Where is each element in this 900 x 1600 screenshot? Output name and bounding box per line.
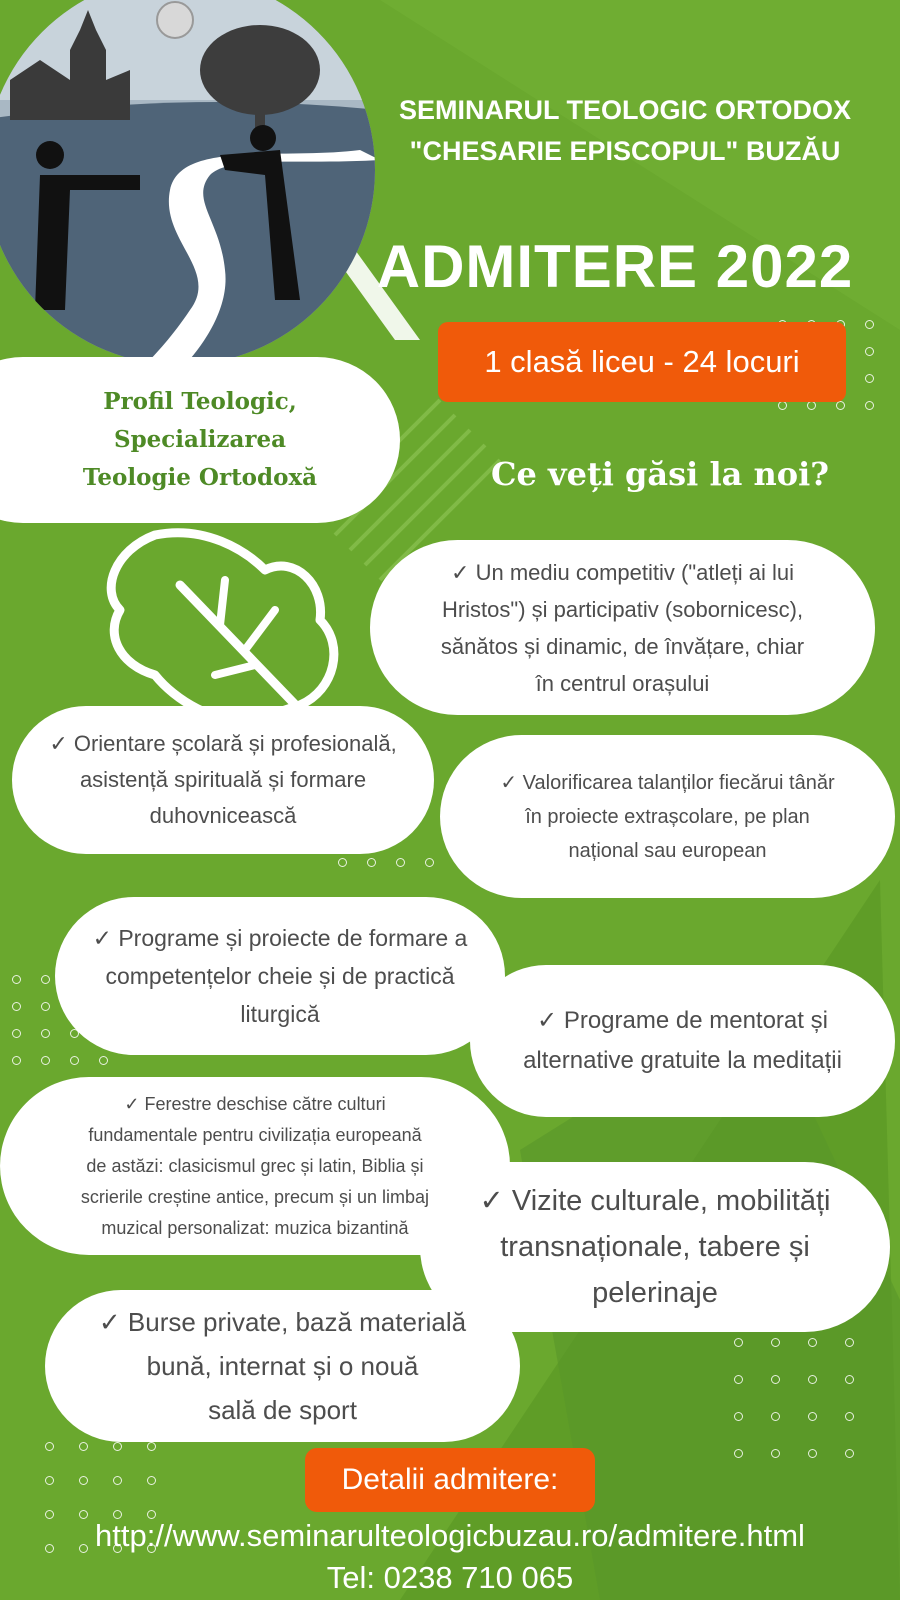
profile-line3: Teologie Ortodoxă [82, 464, 318, 491]
section-question: Ce veți găsi la noi? [491, 455, 829, 493]
benefit-line: ✓ Un mediu competitiv ("atleți ai lui [451, 559, 794, 585]
benefit-line: bună, internat și o nouă [146, 1351, 419, 1381]
benefit-talents [440, 735, 895, 898]
benefit-line: scrierile creștine antice, precum și un limbaj [80, 1186, 430, 1207]
benefit-line: Hristos") și participativ (sobornicesc), [441, 596, 804, 622]
admission-title: ADMITERE 2022 [376, 233, 854, 300]
benefit-line: competențelor cheie și de practică [105, 963, 455, 989]
benefit-line: ✓ Programe de mentorat și [537, 1007, 828, 1034]
profile-text [50, 383, 350, 497]
benefit-line: ✓ Vizite culturale, mobilități [479, 1185, 831, 1217]
benefit-line: ✓ Orientare școlară și profesională, [49, 731, 397, 756]
benefit-scholarships [45, 1290, 520, 1442]
benefit-line: duhovnicească [149, 803, 297, 828]
dot-grid-bottom-right [734, 1338, 854, 1458]
school-name [365, 90, 885, 172]
profile-line2: Specializarea [113, 426, 287, 453]
benefit-mentoring [470, 965, 895, 1117]
profile-card [0, 357, 400, 523]
benefit-orientation [12, 706, 434, 854]
benefit-competitive-environment [370, 540, 875, 715]
benefit-line: sală de sport [208, 1395, 357, 1425]
benefit-line: de astăzi: clasicismul grec și latin, Biblia și [86, 1155, 424, 1176]
benefit-line: pelerinaje [592, 1277, 718, 1309]
benefit-line: alternative gratuite la meditații [523, 1047, 842, 1074]
benefit-line: ✓ Valorificarea talanților fiecărui tânăr [500, 771, 835, 794]
benefit-line: fundamentale pentru civilizația europeană [88, 1124, 422, 1145]
benefit-line: sănătos și dinamic, de învățare, chiar [440, 633, 805, 659]
details-badge: Detalii admitere: [305, 1448, 595, 1512]
benefit-line: muzical personalizat: muzica bizantină [101, 1217, 409, 1238]
dot-grid-middle [338, 858, 434, 867]
admission-url-link[interactable]: http://www.seminarulteologicbuzau.ro/admitere.html [95, 1518, 805, 1553]
school-logo [0, 0, 380, 370]
benefit-line: în proiecte extrașcolare, pe plan [525, 805, 810, 828]
benefit-line: ✓ Ferestre deschise către culturi [124, 1093, 386, 1114]
school-name-line1: SEMINARUL TEOLOGIC ORTODOX [398, 95, 852, 125]
benefit-line: transnaționale, tabere și [500, 1231, 810, 1263]
benefit-line: în centrul orașului [535, 670, 710, 696]
benefit-line: asistență spirituală și formare [79, 767, 367, 792]
phone-number: Tel: 0238 710 065 [326, 1560, 574, 1595]
benefit-line: național sau european [568, 839, 767, 862]
leaf-icon [95, 525, 345, 725]
profile-line1: Profil Teologic, [103, 388, 297, 415]
benefit-line: liturgică [240, 1001, 320, 1027]
places-badge: 1 clasă liceu - 24 locuri [438, 322, 846, 402]
benefit-programs [55, 897, 505, 1055]
school-name-line2: "CHESARIE EPISCOPUL" BUZĂU [409, 136, 841, 166]
benefit-line: ✓ Burse private, bază materială [98, 1307, 467, 1337]
benefit-line: ✓ Programe și proiecte de formare a [92, 925, 468, 951]
